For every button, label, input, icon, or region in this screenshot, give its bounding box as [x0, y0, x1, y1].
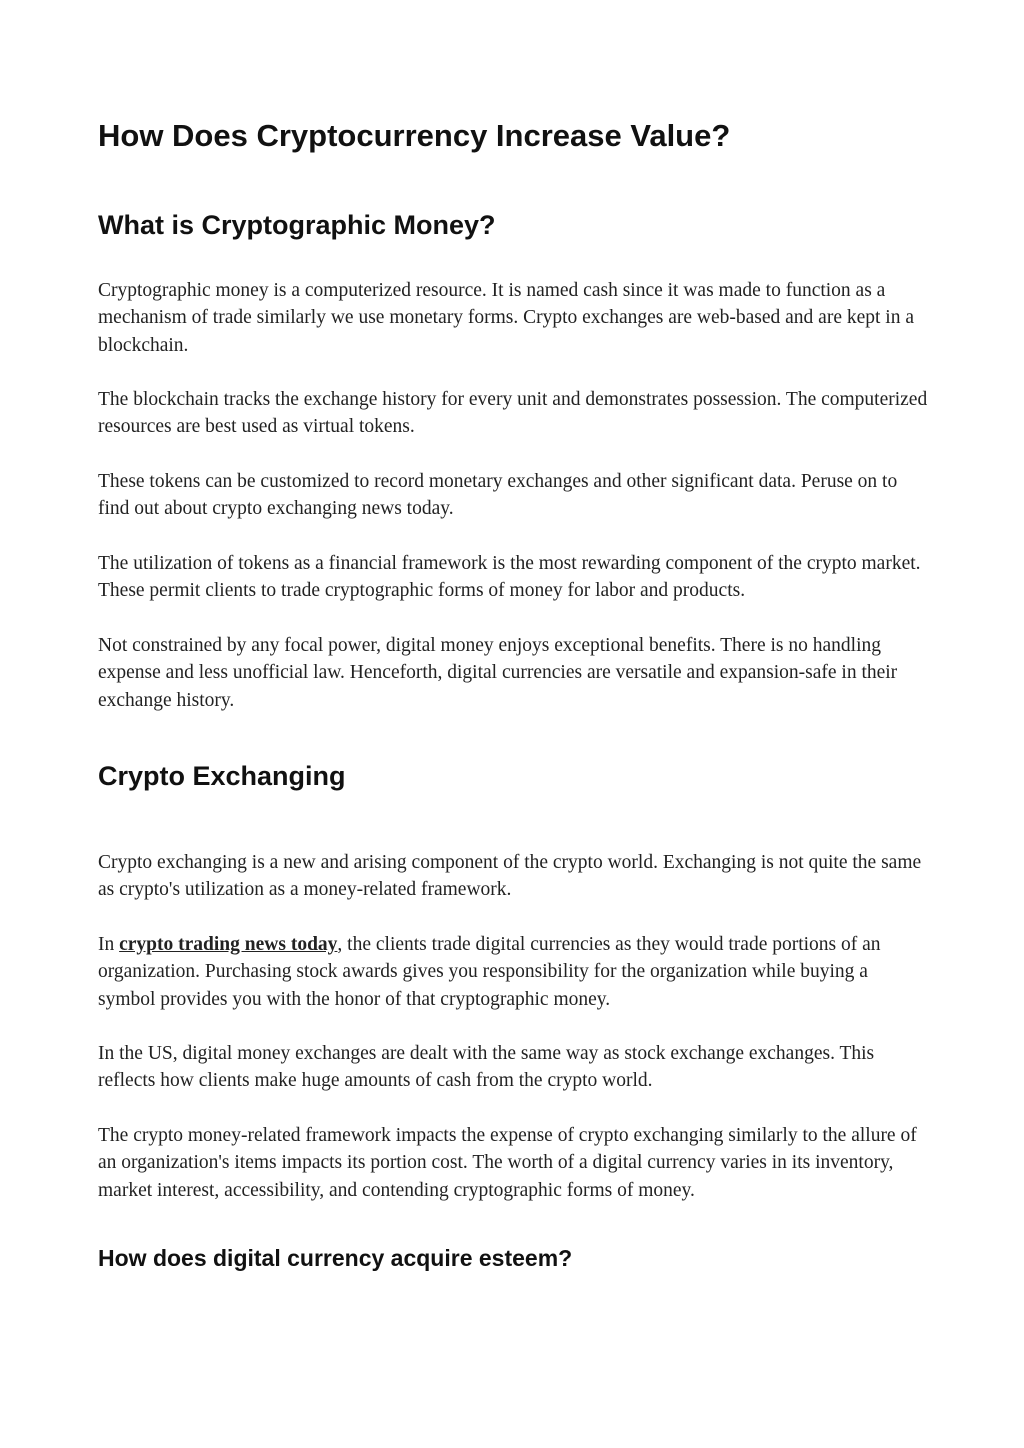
paragraph-text: In: [98, 934, 120, 955]
paragraph-text: , the clients trade digital currencies as they would trade portions of an organization. Purchasing stock awards gives you responsibility for the organization while buying a symbol provides you with the honor of that cryptographic money.: [98, 934, 881, 1010]
paragraph: Cryptographic money is a computerized resource. It is named cash since it was made to function as a mechanism of trade similarly we use monetary forms. Crypto exchanges are web-based and are kept in a blockchain.: [98, 280, 915, 356]
paragraph: Not constrained by any focal power, digital money enjoys exceptional benefits. There is no handling expense and less unofficial law. Henceforth, digital currencies are versatile and expansion-safe in their exchange history.: [98, 635, 898, 711]
paragraph: The blockchain tracks the exchange history for every unit and demonstrates possession. The computerized resources are best used as virtual tokens.: [98, 389, 928, 438]
paragraph: The crypto money-related framework impacts the expense of crypto exchanging similarly to the allure of an organization's items impacts its portion cost. The worth of a digital currency varies in its inventory, market interest, accessibility, and contending cryptographic forms of money.: [98, 1125, 917, 1201]
crypto-trading-news-link[interactable]: crypto trading news today: [119, 934, 338, 955]
paragraph: In the US, digital money exchanges are dealt with the same way as stock exchange exchanges. This reflects how clients make huge amounts of cash from the crypto world.: [98, 1043, 875, 1092]
section-heading-cryptographic-money: What is Cryptographic Money?: [98, 210, 496, 240]
paragraph-with-link: [98, 931, 930, 1013]
page-title: How Does Cryptocurrency Increase Value?: [98, 118, 731, 153]
paragraph: These tokens can be customized to record monetary exchanges and other significant data. Peruse on to find out about crypto exchanging news today.: [98, 471, 898, 520]
paragraph: The utilization of tokens as a financial framework is the most rewarding component of the crypto market. These permit clients to trade cryptographic forms of money for labor and products.: [98, 553, 921, 602]
section-heading-crypto-exchanging: Crypto Exchanging: [98, 761, 346, 791]
paragraph: Crypto exchanging is a new and arising component of the crypto world. Exchanging is not quite the same as crypto's utilization as a money-related framework.: [98, 852, 922, 901]
section-heading-acquire-esteem: How does digital currency acquire esteem?: [98, 1245, 573, 1271]
